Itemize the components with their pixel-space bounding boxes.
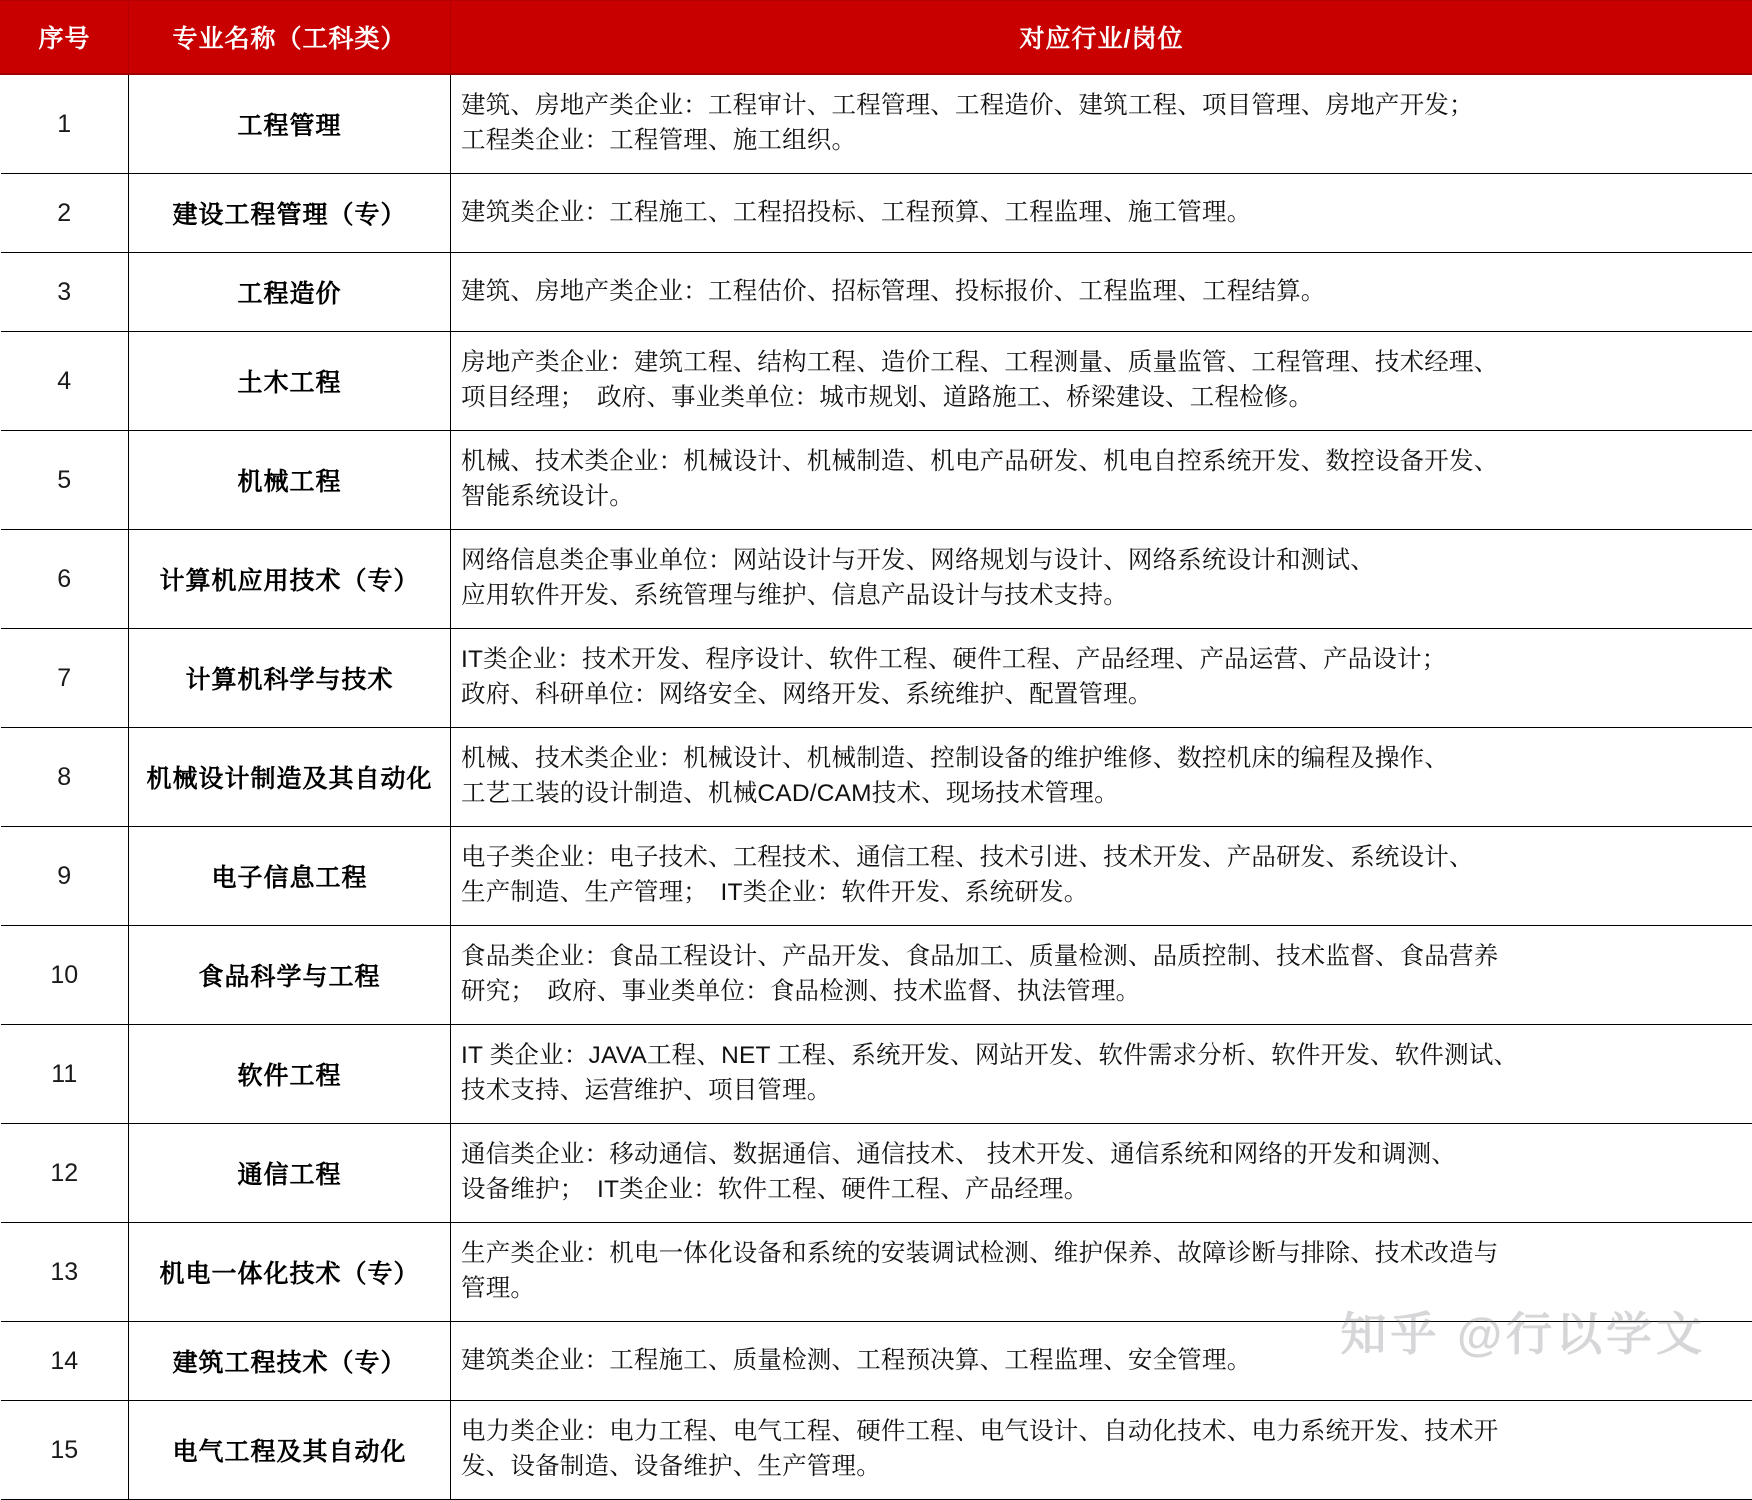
major-name-cell: 通信工程 [129, 1124, 451, 1223]
table-row [1, 827, 1752, 926]
industry-positions-line: 房地产类企业：建筑工程、结构工程、造价工程、工程测量、质量监管、工程管理、技术经理、 [461, 346, 1745, 381]
row-index-cell: 7 [1, 629, 129, 728]
major-name-cell: 电子信息工程 [129, 827, 451, 926]
industry-positions-line: 项目经理； 政府、事业类单位：城市规划、道路施工、桥梁建设、工程检修。 [461, 381, 1745, 416]
industry-positions-line: 网络信息类企事业单位：网站设计与开发、网络规划与设计、网络系统设计和测试、 [461, 544, 1745, 579]
industry-positions-cell [451, 827, 1752, 926]
table-row [1, 332, 1752, 431]
major-name-cell: 软件工程 [129, 1025, 451, 1124]
industry-positions-cell [451, 530, 1752, 629]
industry-positions-line: 建筑类企业：工程施工、工程招投标、工程预算、工程监理、施工管理。 [461, 196, 1745, 231]
table-row [1, 431, 1752, 530]
industry-positions-cell [451, 1322, 1752, 1401]
industry-positions-cell [451, 332, 1752, 431]
industry-positions-line: 建筑、房地产类企业：工程估价、招标管理、投标报价、工程监理、工程结算。 [461, 275, 1745, 310]
table-row [1, 74, 1752, 174]
industry-positions-cell [451, 74, 1752, 174]
industry-positions-cell [451, 728, 1752, 827]
industry-positions-line: 研究； 政府、事业类单位：食品检测、技术监督、执法管理。 [461, 975, 1745, 1010]
table-row [1, 728, 1752, 827]
row-index-cell: 11 [1, 1025, 129, 1124]
industry-positions-line: 机械、技术类企业：机械设计、机械制造、机电产品研发、机电自控系统开发、数控设备开发、 [461, 445, 1745, 480]
industry-positions-cell [451, 174, 1752, 253]
table-row [1, 629, 1752, 728]
table-row [1, 174, 1752, 253]
industry-positions-cell [451, 1124, 1752, 1223]
column-header-no: 序号 [1, 1, 129, 75]
table-row [1, 1223, 1752, 1322]
table-body [1, 74, 1752, 1500]
header-row [1, 1, 1752, 75]
table-row [1, 530, 1752, 629]
major-name-cell: 机械设计制造及其自动化 [129, 728, 451, 827]
industry-positions-cell [451, 1401, 1752, 1500]
row-index-cell: 2 [1, 174, 129, 253]
major-name-cell: 计算机科学与技术 [129, 629, 451, 728]
row-index-cell: 5 [1, 431, 129, 530]
industry-positions-line: 管理。 [461, 1272, 1745, 1307]
industry-positions-cell [451, 629, 1752, 728]
industry-positions-line: 工程类企业：工程管理、施工组织。 [461, 124, 1745, 159]
major-name-cell: 电气工程及其自动化 [129, 1401, 451, 1500]
industry-positions-line: 发、设备制造、设备维护、生产管理。 [461, 1450, 1745, 1485]
industry-positions-line: 建筑类企业：工程施工、质量检测、工程预决算、工程监理、安全管理。 [461, 1344, 1745, 1379]
industry-positions-line: 生产类企业：机电一体化设备和系统的安装调试检测、维护保养、故障诊断与排除、技术改造与 [461, 1237, 1745, 1272]
major-name-cell: 建设工程管理（专） [129, 174, 451, 253]
column-header-jobs: 对应行业/岗位 [451, 1, 1752, 75]
major-name-cell: 计算机应用技术（专） [129, 530, 451, 629]
industry-positions-line: 技术支持、运营维护、项目管理。 [461, 1074, 1745, 1109]
table-header [1, 1, 1752, 75]
industry-positions-line: 工艺工装的设计制造、机械CAD/CAM技术、现场技术管理。 [461, 777, 1745, 812]
row-index-cell: 14 [1, 1322, 129, 1401]
row-index-cell: 12 [1, 1124, 129, 1223]
industry-positions-line: 应用软件开发、系统管理与维护、信息产品设计与技术支持。 [461, 579, 1745, 614]
industry-positions-cell [451, 1223, 1752, 1322]
row-index-cell: 15 [1, 1401, 129, 1500]
table-row [1, 1322, 1752, 1401]
industry-positions-cell [451, 1025, 1752, 1124]
major-name-cell: 机电一体化技术（专） [129, 1223, 451, 1322]
industry-positions-line: 生产制造、生产管理； IT类企业：软件开发、系统研发。 [461, 876, 1745, 911]
major-name-cell: 土木工程 [129, 332, 451, 431]
industry-positions-line: 建筑、房地产类企业：工程审计、工程管理、工程造价、建筑工程、项目管理、房地产开发； [461, 89, 1745, 124]
industry-positions-line: 设备维护； IT类企业：软件工程、硬件工程、产品经理。 [461, 1173, 1745, 1208]
table-row [1, 1124, 1752, 1223]
industry-positions-cell [451, 926, 1752, 1025]
watermark: 知乎 @行以学文 [1340, 1298, 1706, 1364]
major-name-cell: 工程造价 [129, 253, 451, 332]
row-index-cell: 3 [1, 253, 129, 332]
row-index-cell: 13 [1, 1223, 129, 1322]
row-index-cell: 10 [1, 926, 129, 1025]
table-row [1, 1401, 1752, 1500]
industry-positions-cell [451, 431, 1752, 530]
row-index-cell: 8 [1, 728, 129, 827]
industry-positions-line: 电子类企业：电子技术、工程技术、通信工程、技术引进、技术开发、产品研发、系统设计、 [461, 841, 1745, 876]
row-index-cell: 6 [1, 530, 129, 629]
major-name-cell: 机械工程 [129, 431, 451, 530]
industry-positions-line: 通信类企业：移动通信、数据通信、通信技术、 技术开发、通信系统和网络的开发和调测、 [461, 1138, 1745, 1173]
row-index-cell: 9 [1, 827, 129, 926]
major-name-cell: 建筑工程技术（专） [129, 1322, 451, 1401]
industry-positions-line: IT 类企业：JAVA工程、NET 工程、系统开发、网站开发、软件需求分析、软件开发、软件测试、 [461, 1039, 1745, 1074]
industry-positions-line: 机械、技术类企业：机械设计、机械制造、控制设备的维护维修、数控机床的编程及操作、 [461, 742, 1745, 777]
major-name-cell: 工程管理 [129, 74, 451, 174]
industry-positions-cell [451, 253, 1752, 332]
industry-positions-line: 政府、科研单位：网络安全、网络开发、系统维护、配置管理。 [461, 678, 1745, 713]
industry-positions-line: 智能系统设计。 [461, 480, 1745, 515]
industry-positions-line: IT类企业：技术开发、程序设计、软件工程、硬件工程、产品经理、产品运营、产品设计； [461, 643, 1745, 678]
industry-positions-line: 电力类企业：电力工程、电气工程、硬件工程、电气设计、自动化技术、电力系统开发、技术开 [461, 1415, 1745, 1450]
row-index-cell: 4 [1, 332, 129, 431]
industry-positions-line: 食品类企业：食品工程设计、产品开发、食品加工、质量检测、品质控制、技术监督、食品营养 [461, 940, 1745, 975]
row-index-cell: 1 [1, 74, 129, 174]
table-row [1, 926, 1752, 1025]
column-header-name: 专业名称（工科类） [129, 1, 451, 75]
table-row [1, 253, 1752, 332]
major-name-cell: 食品科学与工程 [129, 926, 451, 1025]
table-row [1, 1025, 1752, 1124]
